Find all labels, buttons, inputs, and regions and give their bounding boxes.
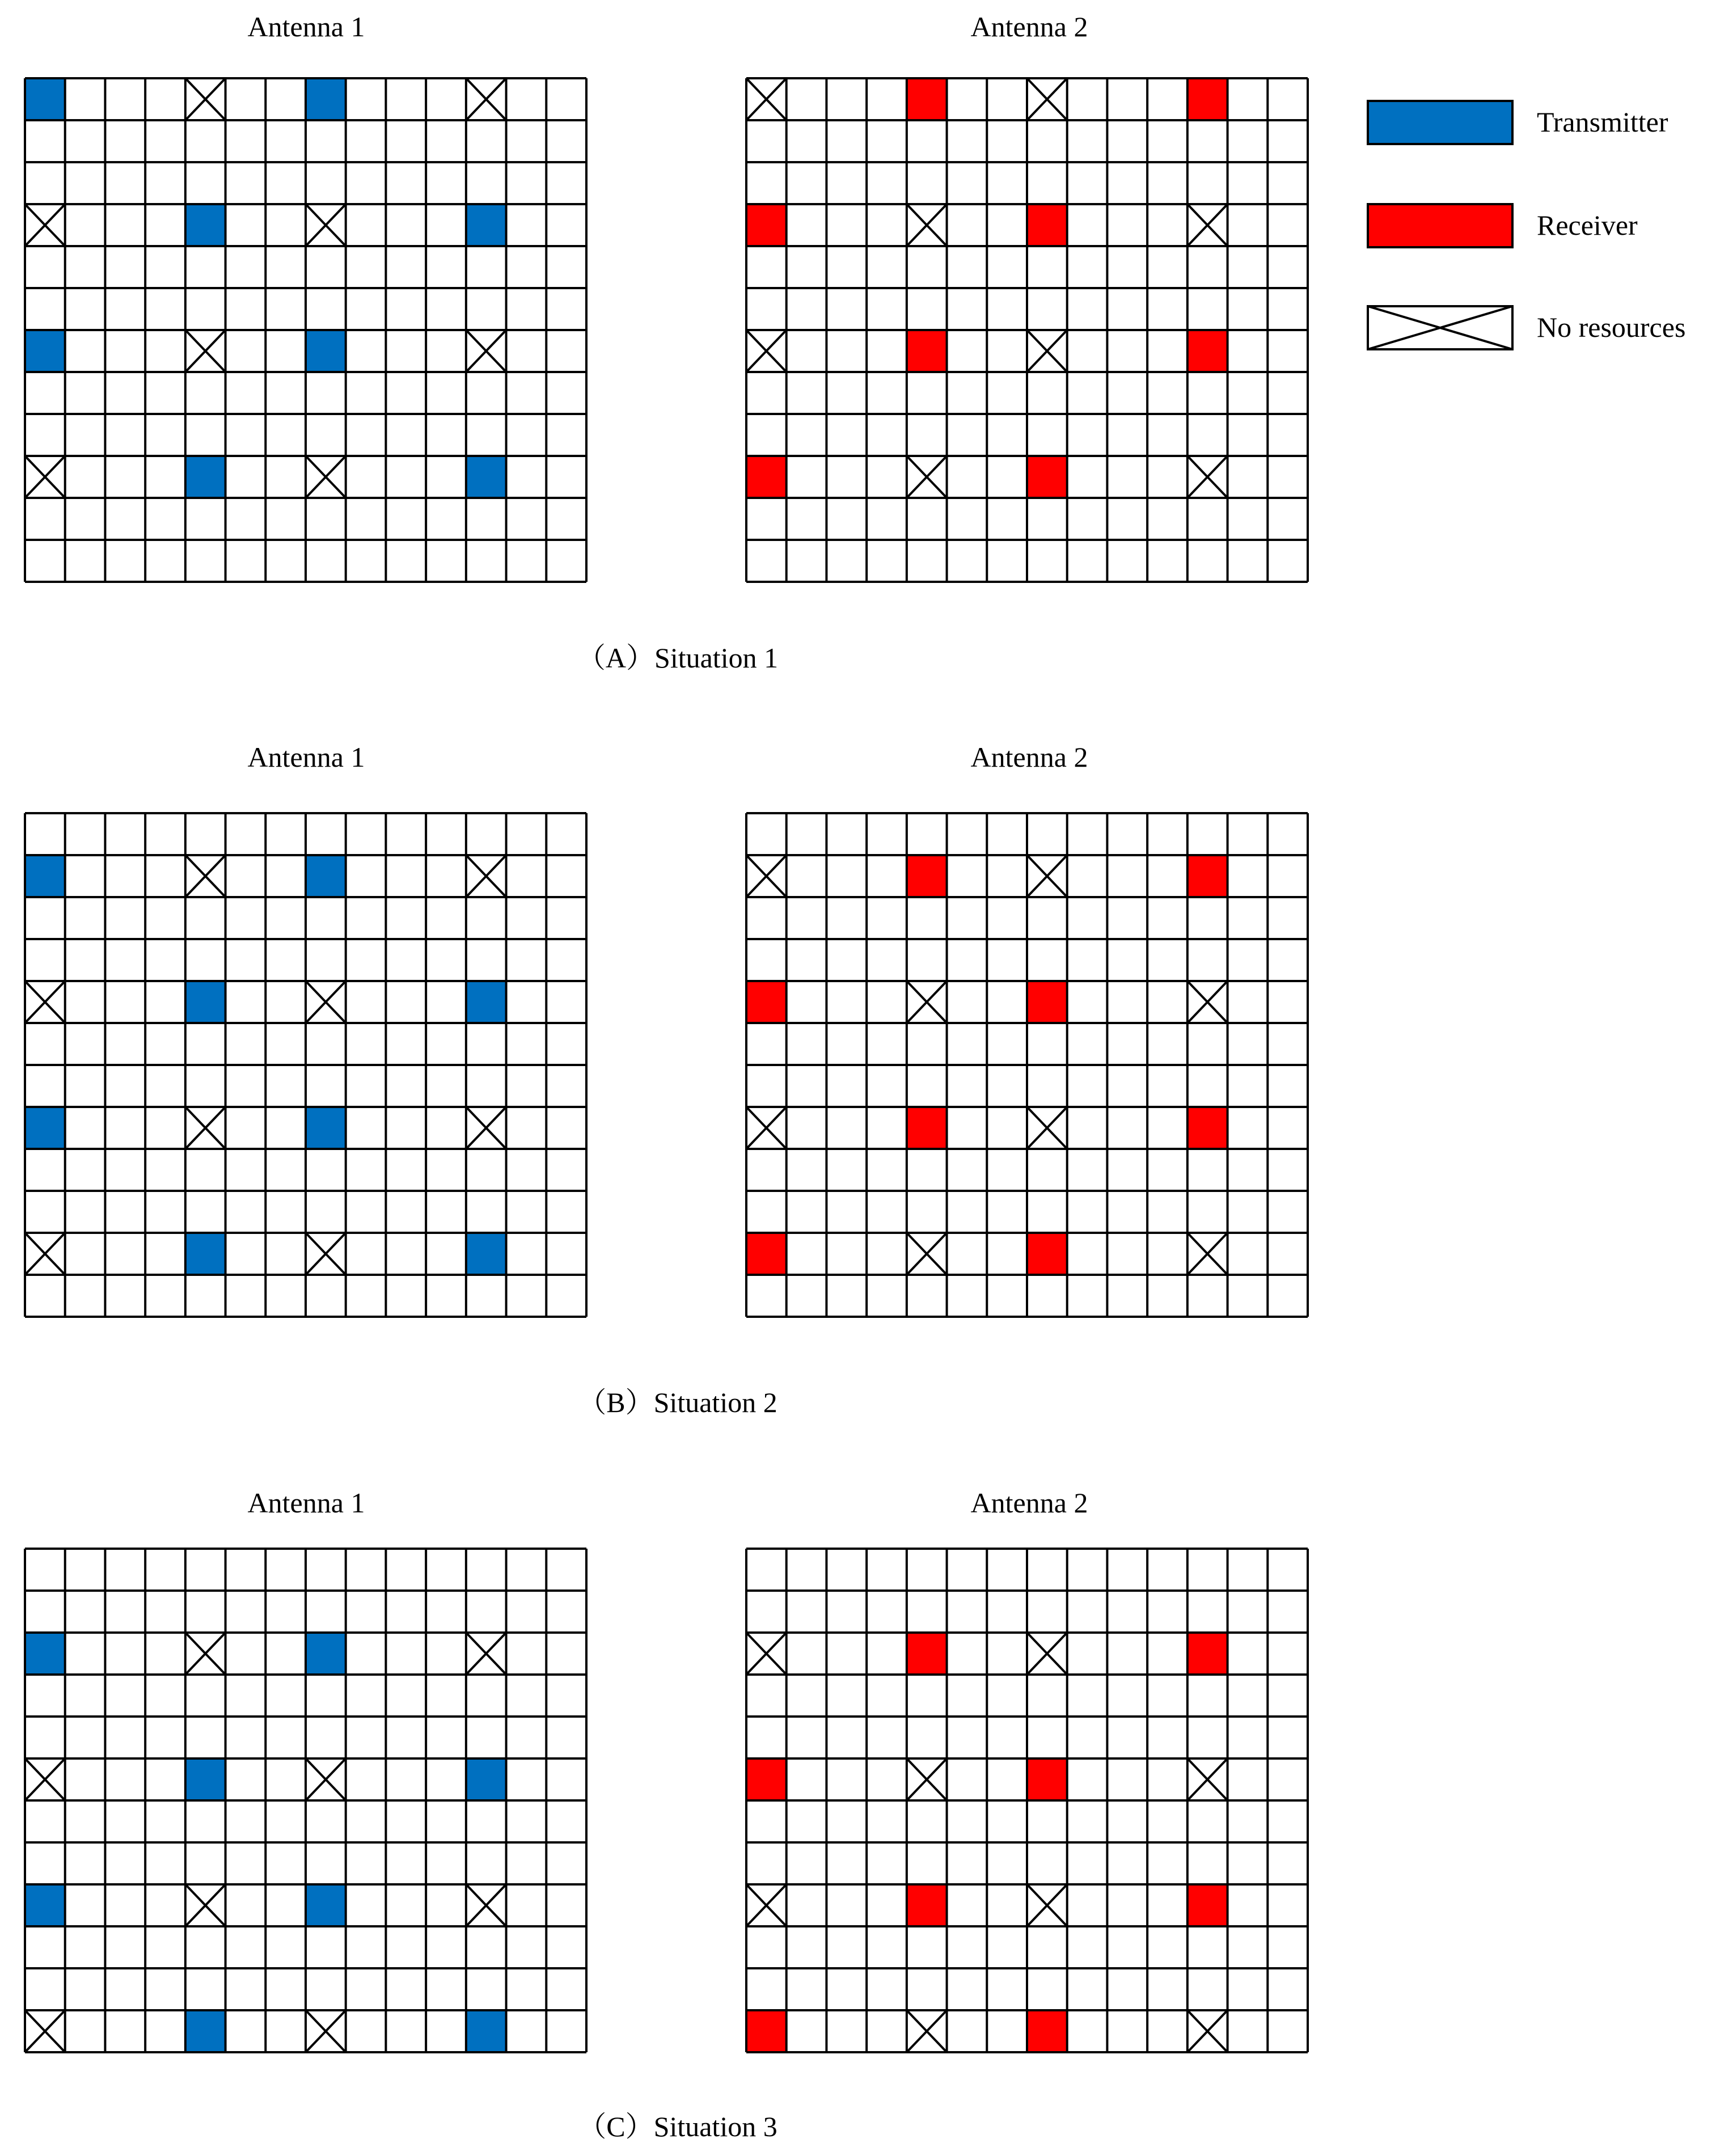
situation-b-caption: （B）Situation 2 (578, 1386, 777, 1418)
transmitter-cell (25, 1107, 65, 1149)
no-resources-cell (907, 1758, 947, 1800)
receiver-cell (1027, 456, 1067, 498)
no-resources-cell (907, 456, 947, 498)
no-resources-cell (907, 1233, 947, 1275)
transmitter-cell (466, 204, 506, 246)
transmitter-cell (25, 330, 65, 372)
no-resources-cell (466, 330, 506, 372)
no-resources-cell (1027, 1884, 1067, 1926)
transmitter-cell (466, 456, 506, 498)
transmitter-cell (185, 1758, 226, 1800)
legend-receiver-swatch (1368, 204, 1512, 247)
receiver-cell (1027, 1233, 1067, 1275)
transmitter-cell (25, 855, 65, 897)
receiver-cell (907, 1633, 947, 1675)
no-resources-cell (185, 330, 226, 372)
receiver-cell (746, 981, 787, 1023)
no-resources-cell (306, 204, 346, 246)
grid-situation-c-antenna2 (746, 1549, 1308, 2052)
receiver-cell (907, 855, 947, 897)
transmitter-cell (466, 981, 506, 1023)
transmitter-cell (306, 78, 346, 120)
transmitter-cell (306, 330, 346, 372)
no-resources-cell (746, 1884, 787, 1926)
no-resources-cell (1187, 204, 1228, 246)
no-resources-cell (185, 78, 226, 120)
situation-a-antenna1-title: Antenna 1 (247, 11, 365, 43)
grid-situation-a-antenna1 (25, 78, 586, 582)
no-resources-cell (1187, 1758, 1228, 1800)
no-resources-cell (1027, 1633, 1067, 1675)
no-resources-cell (25, 204, 65, 246)
no-resources-cell (746, 855, 787, 897)
no-resources-cell (185, 855, 226, 897)
legend-no-resources-label: No resources (1537, 311, 1686, 343)
situation-a-antenna2-title: Antenna 2 (970, 11, 1088, 43)
no-resources-cell (466, 78, 506, 120)
receiver-cell (907, 78, 947, 120)
receiver-cell (746, 204, 787, 246)
legend-no-resources-swatch (1368, 306, 1512, 349)
legend-receiver-label: Receiver (1537, 209, 1638, 241)
no-resources-cell (306, 1233, 346, 1275)
transmitter-cell (466, 1233, 506, 1275)
transmitter-cell (466, 1758, 506, 1800)
transmitter-cell (306, 1884, 346, 1926)
receiver-cell (1187, 1884, 1228, 1926)
no-resources-cell (25, 2010, 65, 2052)
transmitter-cell (466, 2010, 506, 2052)
no-resources-cell (1187, 2010, 1228, 2052)
transmitter-cell (185, 2010, 226, 2052)
transmitter-cell (25, 1884, 65, 1926)
receiver-cell (1027, 981, 1067, 1023)
no-resources-cell (306, 2010, 346, 2052)
no-resources-cell (907, 204, 947, 246)
legend-transmitter-swatch (1368, 101, 1512, 144)
no-resources-cell (466, 855, 506, 897)
transmitter-cell (25, 1633, 65, 1675)
receiver-cell (1187, 78, 1228, 120)
no-resources-cell (1187, 1233, 1228, 1275)
no-resources-cell (907, 2010, 947, 2052)
receiver-cell (1027, 1758, 1067, 1800)
receiver-cell (907, 1884, 947, 1926)
no-resources-cell (306, 456, 346, 498)
receiver-cell (1187, 855, 1228, 897)
no-resources-cell (25, 1233, 65, 1275)
no-resources-cell (907, 981, 947, 1023)
situation-a-caption: （A）Situation 1 (577, 642, 779, 674)
receiver-cell (1027, 204, 1067, 246)
grids-layer (25, 78, 1308, 2052)
receiver-cell (746, 2010, 787, 2052)
no-resources-cell (1027, 330, 1067, 372)
transmitter-cell (185, 981, 226, 1023)
grid-situation-b-antenna1 (25, 813, 586, 1317)
transmitter-cell (185, 204, 226, 246)
situation-b-antenna1-title: Antenna 1 (247, 741, 365, 773)
receiver-cell (746, 1233, 787, 1275)
legend-transmitter-label: Transmitter (1537, 106, 1668, 138)
receiver-cell (746, 456, 787, 498)
no-resources-cell (746, 1633, 787, 1675)
no-resources-cell (746, 78, 787, 120)
transmitter-cell (306, 855, 346, 897)
receiver-cell (1027, 2010, 1067, 2052)
grid-situation-c-antenna1 (25, 1549, 586, 2052)
situation-c-caption: （C）Situation 3 (578, 2111, 777, 2142)
situation-c-antenna1-title: Antenna 1 (247, 1487, 365, 1519)
no-resources-cell (306, 981, 346, 1023)
transmitter-cell (185, 1233, 226, 1275)
no-resources-cell (185, 1107, 226, 1149)
no-resources-cell (1027, 1107, 1067, 1149)
situation-b-antenna2-title: Antenna 2 (970, 741, 1088, 773)
receiver-cell (746, 1758, 787, 1800)
no-resources-cell (306, 1758, 346, 1800)
no-resources-cell (466, 1884, 506, 1926)
transmitter-cell (306, 1633, 346, 1675)
receiver-cell (907, 330, 947, 372)
no-resources-cell (1027, 855, 1067, 897)
receiver-cell (1187, 1633, 1228, 1675)
no-resources-cell (466, 1107, 506, 1149)
receiver-cell (907, 1107, 947, 1149)
no-resources-cell (25, 1758, 65, 1800)
grid-situation-b-antenna2 (746, 813, 1308, 1317)
transmitter-cell (306, 1107, 346, 1149)
no-resources-cell (1027, 78, 1067, 120)
no-resources-cell (466, 1633, 506, 1675)
no-resources-cell (25, 456, 65, 498)
no-resources-cell (185, 1884, 226, 1926)
no-resources-cell (746, 1107, 787, 1149)
receiver-cell (1187, 330, 1228, 372)
grid-situation-a-antenna2 (746, 78, 1308, 582)
transmitter-cell (185, 456, 226, 498)
transmitter-cell (25, 78, 65, 120)
no-resources-cell (185, 1633, 226, 1675)
legend (1368, 101, 1512, 349)
situation-c-antenna2-title: Antenna 2 (970, 1487, 1088, 1519)
no-resources-cell (746, 330, 787, 372)
no-resources-cell (1187, 456, 1228, 498)
no-resources-cell (1187, 981, 1228, 1023)
receiver-cell (1187, 1107, 1228, 1149)
no-resources-cell (25, 981, 65, 1023)
